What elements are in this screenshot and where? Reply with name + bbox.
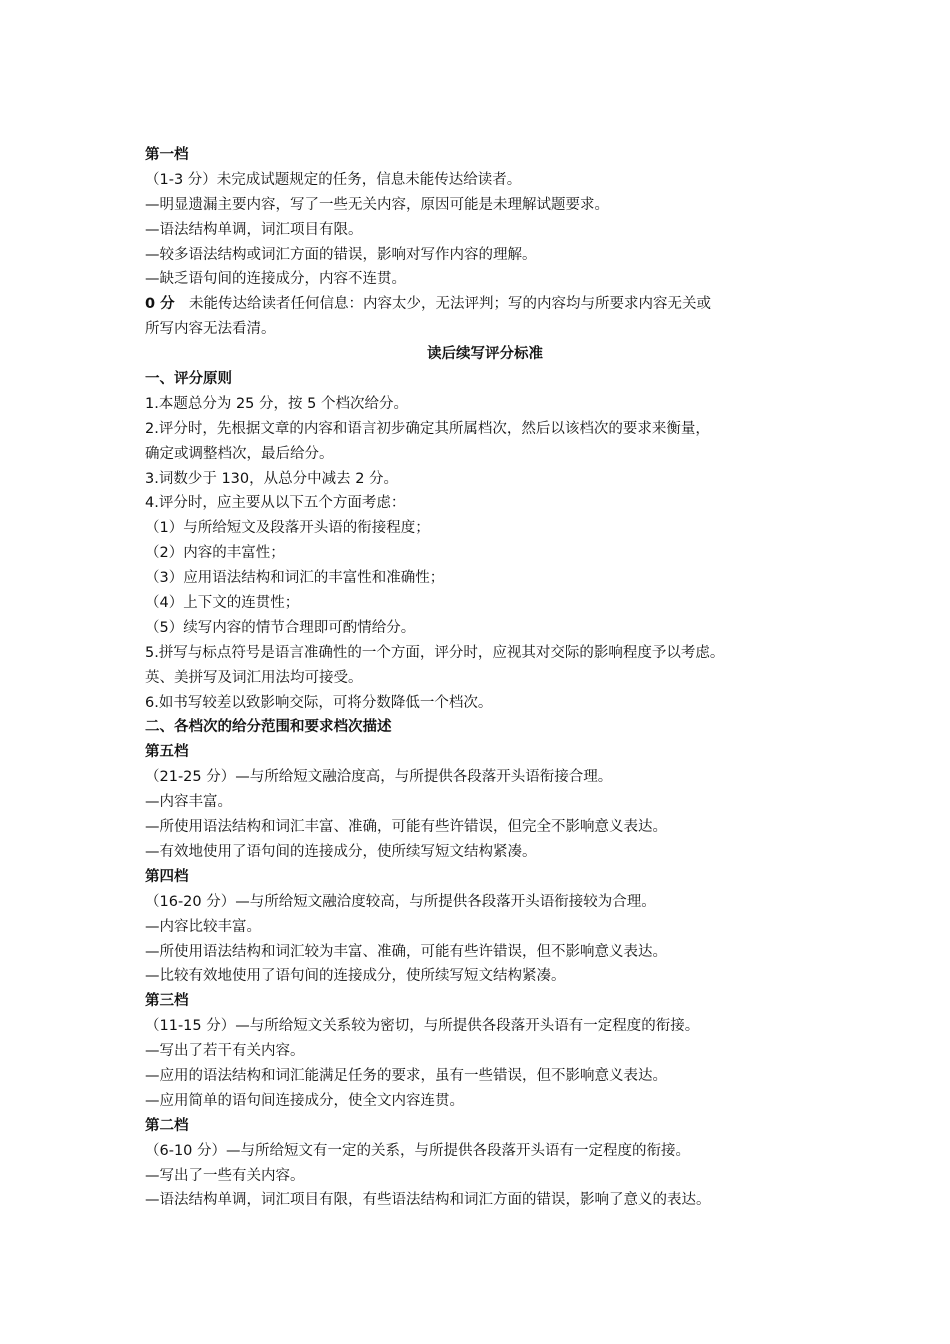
document-page	[145, 143, 825, 1213]
grade-one-line: —语法结构单调，词汇项目有限。	[145, 221, 363, 238]
grade-four-line: （16-20 分）—与所给短文融洽度较高，与所提供各段落开头语衔接较为合理。	[145, 893, 656, 910]
principle-line: 6.如书写较差以致影响交际，可将分数降低一个档次。	[145, 694, 493, 711]
section-one-header: 一、评分原则	[145, 371, 232, 388]
principle-line: （1）与所给短文及段落开头语的衔接程度；	[145, 520, 430, 537]
document-title: 读后续写评分标准	[427, 346, 543, 363]
principle-line: 4.评分时，应主要从以下五个方面考虑：	[145, 495, 406, 512]
grade-two-line: —语法结构单调，词汇项目有限，有些语法结构和词汇方面的错误，影响了意义的表达。	[145, 1192, 711, 1209]
grade-five-line: —内容丰富。	[145, 794, 232, 811]
principle-line: 1.本题总分为 25 分，按 5 个档次给分。	[145, 395, 408, 412]
grade-three-title: 第三档	[145, 993, 189, 1010]
grade-two-line: （6-10 分）—与所给短文有一定的关系，与所提供各段落开头语有一定程度的衔接。	[145, 1142, 691, 1159]
grade-three-line: （11-15 分）—与所给短文关系较为密切，与所提供各段落开头语有一定程度的衔接。	[145, 1018, 700, 1035]
grade-four-line: —所使用语法结构和词汇较为丰富、准确，可能有些许错误，但不影响意义表达。	[145, 943, 667, 960]
grade-five-title: 第五档	[145, 744, 189, 761]
principle-line: 5.拼写与标点符号是语言准确性的一个方面，评分时，应视其对交际的影响程度予以考虑。	[145, 644, 725, 661]
principle-line: （4）上下文的连贯性；	[145, 595, 300, 612]
grade-five-line: （21-25 分）—与所给短文融洽度高，与所提供各段落开头语衔接合理。	[145, 769, 613, 786]
grade-four-line: —比较有效地使用了语句间的连接成分，使所续写短文结构紧凑。	[145, 968, 566, 985]
principle-line: （3）应用语法结构和词汇的丰富性和准确性；	[145, 570, 445, 587]
zero-score-line	[145, 292, 825, 317]
principle-line: （2）内容的丰富性；	[145, 545, 285, 562]
grade-four-line: —内容比较丰富。	[145, 918, 261, 935]
grade-one-line: —较多语法结构或词汇方面的错误，影响对写作内容的理解。	[145, 246, 537, 263]
zero-score-text-cont: 所写内容无法看清。	[145, 321, 276, 338]
principle-line: （5）续写内容的情节合理即可酌情给分。	[145, 619, 416, 636]
grade-two-title: 第二档	[145, 1117, 189, 1134]
grade-three-line: —写出了若干有关内容。	[145, 1043, 305, 1060]
grade-three-line: —应用简单的语句间连接成分，使全文内容连贯。	[145, 1092, 464, 1109]
section-two-header: 二、各档次的给分范围和要求档次描述	[145, 719, 392, 736]
grade-five-line: —所使用语法结构和词汇丰富、准确，可能有些许错误，但完全不影响意义表达。	[145, 819, 667, 836]
grade-one-header: 第一档	[145, 147, 189, 163]
grade-two-line: —写出了一些有关内容。	[145, 1167, 305, 1184]
grade-four-title: 第四档	[145, 868, 189, 885]
principle-line: 2.评分时，先根据文章的内容和语言初步确定其所属档次，然后以该档次的要求来衡量，	[145, 420, 710, 437]
grade-five-line: —有效地使用了语句间的连接成分，使所续写短文结构紧凑。	[145, 843, 537, 860]
grade-three-line: —应用的语法结构和词汇能满足任务的要求，虽有一些错误，但不影响意义表达。	[145, 1067, 667, 1084]
grade-one-line: —明显遗漏主要内容，写了一些无关内容，原因可能是未理解试题要求。	[145, 196, 609, 213]
principle-line: 3.词数少于 130，从总分中减去 2 分。	[145, 470, 399, 487]
principle-line: 英、美拼写及词汇用法均可接受。	[145, 669, 363, 686]
grade-one-line: （1-3 分）未完成试题规定的任务，信息未能传达给读者。	[145, 171, 522, 188]
principle-line: 确定或调整档次，最后给分。	[145, 445, 334, 462]
zero-score-text: 未能传达给读者任何信息：内容太少，无法评判；写的内容均与所要求内容无关或	[189, 296, 711, 313]
grade-one-line: —缺乏语句间的连接成分，内容不连贯。	[145, 271, 406, 288]
zero-score-label: 0 分	[145, 296, 175, 313]
